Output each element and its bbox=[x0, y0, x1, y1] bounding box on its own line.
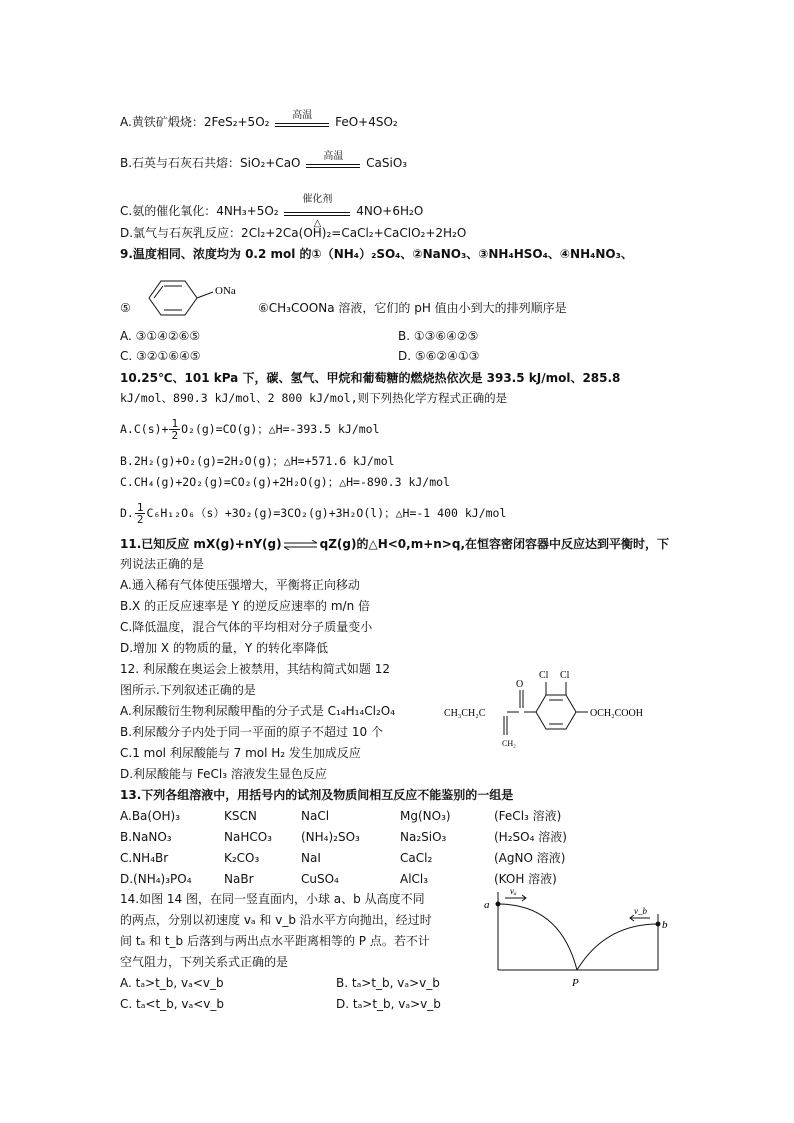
q11-stem-b: qZ(g)的△H<0,m+n>q,在恒容密闭容器中反应达到平衡时，下 bbox=[319, 537, 669, 551]
ball-a-label: a bbox=[484, 899, 490, 911]
oxygen-label: O bbox=[516, 679, 524, 690]
q12-option-d: D.利尿酸能与 FeCl₃ 溶液发生显色反应 bbox=[120, 767, 327, 781]
q13-option-cell: NaI bbox=[301, 851, 321, 865]
q8-option-b bbox=[120, 150, 408, 172]
q13-option-label: B.NaNO₃ bbox=[120, 830, 172, 844]
q8-b-reactants: B.石英与石灰石共熔：SiO₂+CaO bbox=[120, 156, 301, 170]
q14-stem-2: 的两点，分别以初速度 vₐ 和 v_b 沿水平方向抛出，经过时 bbox=[120, 913, 432, 927]
reaction-condition: 催化剂 bbox=[302, 193, 333, 205]
q13-option-cell: NaHCO₃ bbox=[224, 830, 272, 844]
q13-option-cell: (NH₄)₂SO₃ bbox=[301, 830, 360, 844]
velocity-b-label: v_b bbox=[634, 906, 647, 916]
q10-stem-1 bbox=[120, 370, 620, 386]
q11-stem-a: 11.已知反应 mX(g)+nY(g) bbox=[120, 537, 282, 551]
q12-stem-2: 图所示.下列叙述正确的是 bbox=[120, 683, 256, 697]
reaction-condition: 高温 bbox=[323, 150, 344, 162]
q14-option-c: C. tₐ<t_b, vₐ<v_b bbox=[120, 997, 224, 1011]
q10-option-b: B.2H₂(g)+O₂(g)=2H₂O(g)；△H=+571.6 kJ/mol bbox=[120, 454, 395, 468]
q14-option-a: A. tₐ>t_b, vₐ<v_b bbox=[120, 976, 224, 990]
q12-option-c: C.1 mol 利尿酸能与 7 mol H₂ 发生加成反应 bbox=[120, 746, 361, 760]
q9-stem-rest: ⑥CH₃COONa 溶液，它们的 pH 值由小到大的排列顺序是 bbox=[258, 301, 567, 315]
chlorine-label-2: Cl bbox=[560, 670, 570, 681]
q13-option-cell: CaCl₂ bbox=[400, 851, 433, 865]
projectile-figure bbox=[480, 884, 670, 996]
q13-option-label: D.(NH₄)₃PO₄ bbox=[120, 872, 192, 886]
q10-stem-2: kJ/mol、890.3 kJ/mol、2 800 kJ/mol,则下列热化学方程式正确的是 bbox=[120, 391, 508, 405]
q9-item-5 bbox=[120, 300, 131, 316]
q9-stem: 9.温度相同、浓度均为 0.2 mol 的①（NH₄）₂SO₄、②NaNO₃、③NH₄HSO₄、④NH₄NO₃、 bbox=[120, 247, 633, 261]
q12-option-b: B.利尿酸分子内处于同一平面的原子不超过 10 个 bbox=[120, 725, 383, 739]
q13-option-cell: NaCl bbox=[301, 809, 330, 823]
q8-option-a bbox=[120, 109, 398, 131]
sodium-phenoxide-structure bbox=[135, 278, 245, 318]
q10-a-post: O₂(g)=CO(g)；△H=-393.5 kJ/mol bbox=[181, 422, 380, 436]
ethacrynic-acid-structure bbox=[440, 660, 680, 752]
ball-b-label: b bbox=[662, 919, 668, 931]
numerator: 1 bbox=[136, 501, 144, 514]
q11-stem-1 bbox=[120, 536, 669, 552]
q14-stem-4: 空气阻力，下列关系式正确的是 bbox=[120, 955, 289, 969]
q8-b-products: CaSiO₃ bbox=[366, 156, 408, 170]
q8-a-products: FeO+4SO₂ bbox=[335, 115, 398, 129]
q11-stem-2: 列说法正确的是 bbox=[120, 557, 205, 571]
q11-option-d: D.增加 X 的物质的量，Y 的转化率降低 bbox=[120, 641, 329, 655]
q10-option-a bbox=[120, 418, 380, 441]
q12-stem-1: 12. 利尿酸在奥运会上被禁用，其结构简式如题 12 bbox=[120, 662, 390, 676]
ona-label: ONa bbox=[215, 285, 236, 297]
q13-option-cell: K₂CO₃ bbox=[224, 851, 260, 865]
reaction-arrow bbox=[306, 150, 360, 172]
reaction-arrow bbox=[284, 193, 350, 229]
denominator: 2 bbox=[136, 513, 144, 526]
q13-option-cell: Mg(NO₃) bbox=[400, 809, 451, 823]
q8-option-d: D.氯气与石灰乳反应：2Cl₂+2Ca(OH)₂=CaCl₂+CaClO₂+2H₂O bbox=[120, 226, 467, 240]
fraction bbox=[169, 418, 180, 441]
q12-option-a: A.利尿酸衍生物利尿酸甲酯的分子式是 C₁₄H₁₄Cl₂O₄ bbox=[120, 704, 396, 718]
q13-option-cell: CuSO₄ bbox=[301, 872, 339, 886]
q10-option-d bbox=[120, 502, 506, 525]
q13-stem: 13.下列各组溶液中，用括号内的试剂及物质间相互反应不能鉴别的一组是 bbox=[120, 788, 514, 802]
q14-option-d: D. tₐ>t_b, vₐ>v_b bbox=[336, 997, 441, 1011]
q14-stem-1: 14.如图 14 图，在同一竖直面内，小球 a、b 从高度不同 bbox=[120, 892, 425, 906]
numerator: 1 bbox=[171, 417, 179, 430]
q10-a-pre: A.C(s)+ bbox=[120, 422, 169, 436]
q13-option-cell: NaBr bbox=[224, 872, 254, 886]
denominator: 2 bbox=[171, 429, 179, 442]
fraction bbox=[135, 502, 146, 525]
point-p-label: P bbox=[572, 977, 579, 989]
reaction-condition: 高温 bbox=[292, 109, 313, 121]
q14-stem-3: 间 tₐ 和 t_b 后落到与两出点水平距离相等的 P 点。若不计 bbox=[120, 934, 430, 948]
q13-option-cell: Na₂SiO₃ bbox=[400, 830, 447, 844]
q9-option-a: A. ③①④②⑥⑤ bbox=[120, 329, 201, 343]
q8-c-reactants: C.氨的催化氧化：4NH₃+5O₂ bbox=[120, 204, 279, 218]
q10-d-post: C₆H₁₂O₆（s）+3O₂(g)=3CO₂(g)+3H₂O(l)；△H=-1 400 kJ/mol bbox=[146, 506, 507, 520]
ethyl-vinyl-label: CH₃CH₂C bbox=[444, 708, 486, 719]
q13-option-cell: (FeCl₃ 溶液) bbox=[494, 809, 562, 823]
q13-option-cell: (H₂SO₄ 溶液) bbox=[494, 830, 567, 844]
q9-option-c: C. ③②①⑥④⑤ bbox=[120, 349, 201, 363]
q13-option-cell: KSCN bbox=[224, 809, 257, 823]
q13-option-cell: (AgNO 溶液) bbox=[494, 851, 566, 865]
chlorine-label-1: Cl bbox=[539, 670, 549, 681]
q11-option-b: B.X 的正反应速率是 Y 的逆反应速率的 m/n 倍 bbox=[120, 599, 371, 613]
reaction-arrow bbox=[275, 109, 329, 131]
q14-option-b: B. tₐ>t_b, vₐ>v_b bbox=[336, 976, 440, 990]
q13-option-label: C.NH₄Br bbox=[120, 851, 169, 865]
item-number: ⑤ bbox=[120, 301, 131, 315]
q13-option-cell: AlCl₃ bbox=[400, 872, 429, 886]
q10-stem-text: 10.25℃、101 kPa 下，碳、氢气、甲烷和葡萄糖的燃烧热依次是 393.5 kJ/mol、285.8 bbox=[120, 371, 621, 385]
equilibrium-arrow-icon bbox=[283, 540, 319, 550]
q9-option-b: B. ①③⑥④②⑤ bbox=[398, 329, 479, 343]
q8-a-reactants: A.黄铁矿煅烧：2FeS₂+5O₂ bbox=[120, 115, 270, 129]
q11-option-a: A.通入稀有气体使压强增大，平衡将正向移动 bbox=[120, 578, 360, 592]
heat-symbol: △ bbox=[313, 217, 322, 229]
q10-d-pre: D. bbox=[120, 506, 134, 520]
q11-option-c: C.降低温度，混合气体的平均相对分子质量变小 bbox=[120, 620, 373, 634]
q13-option-label: A.Ba(OH)₃ bbox=[120, 809, 181, 823]
q8-option-c bbox=[120, 193, 424, 229]
methylene-label: CH₂ bbox=[502, 739, 516, 748]
q9-option-d: D. ⑤⑥②④①③ bbox=[398, 349, 480, 363]
q10-option-c: C.CH₄(g)+2O₂(g)=CO₂(g)+2H₂O(g)；△H=-890.3 kJ/mol bbox=[120, 475, 450, 489]
oxyacetic-label: OCH₂COOH bbox=[590, 708, 643, 719]
velocity-a-label: vₐ bbox=[510, 886, 517, 896]
q13-option-cell: (KOH 溶液) bbox=[494, 872, 557, 886]
q8-c-products: 4NO+6H₂O bbox=[356, 204, 424, 218]
